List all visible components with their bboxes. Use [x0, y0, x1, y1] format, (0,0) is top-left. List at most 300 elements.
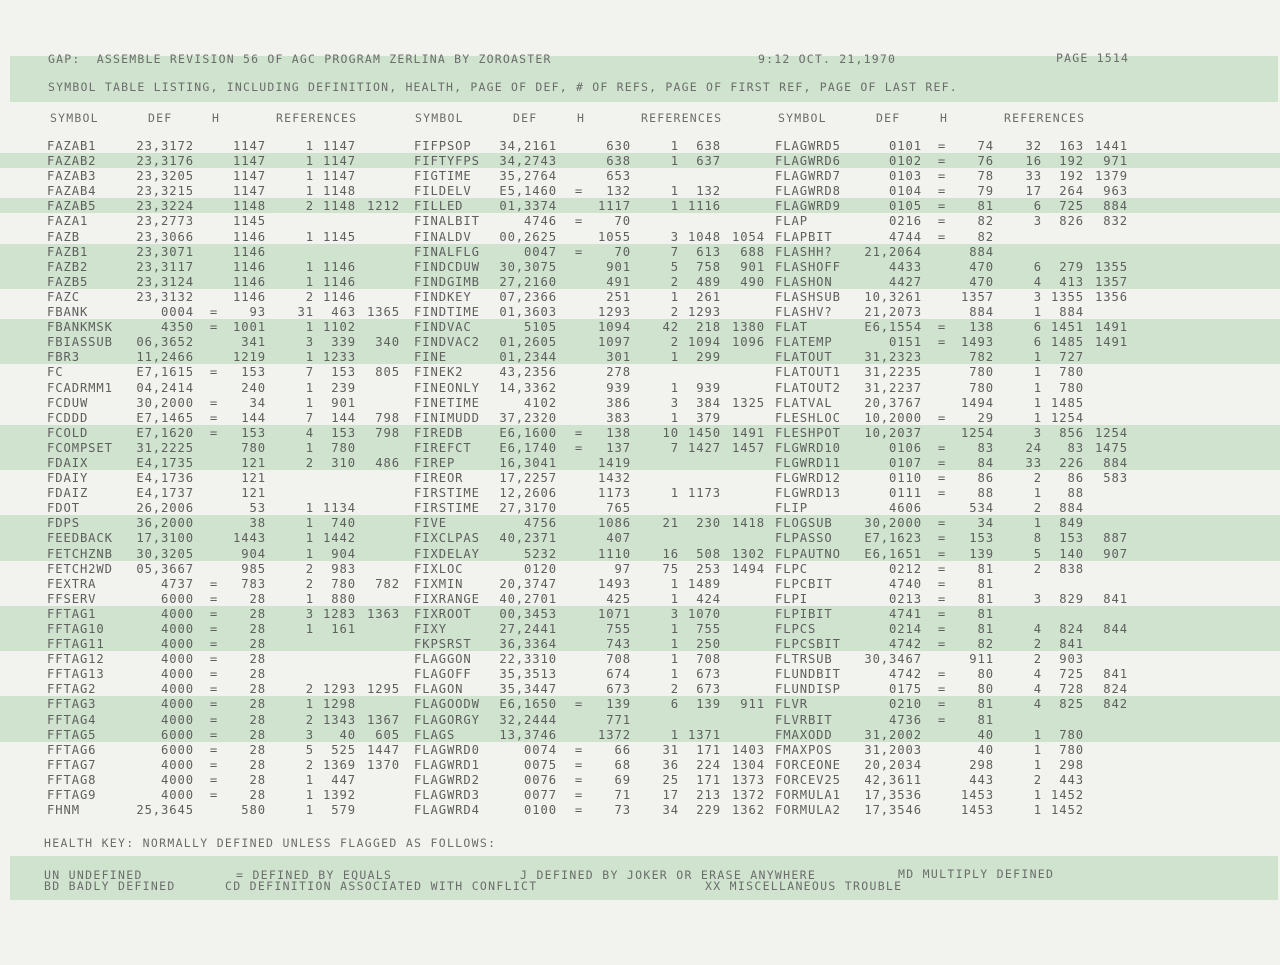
page-of-definition: 138 [969, 320, 994, 335]
symbol-definition: 0102 [889, 154, 922, 169]
symbol-definition: 17,2257 [499, 471, 557, 486]
first-reference-page: 825 [1059, 697, 1084, 712]
page-of-definition: 743 [606, 637, 631, 652]
symbol-name: FINALDV [414, 229, 472, 244]
symbol-name: FFTAG12 [47, 652, 105, 667]
first-reference-page: 1233 [323, 350, 356, 365]
reference-count: 5 [1033, 546, 1042, 561]
first-reference-page: 727 [1059, 350, 1084, 365]
symbol-name: FMAXPOS [775, 742, 833, 757]
page-of-definition: 1094 [598, 320, 631, 335]
table-row [0, 380, 1280, 395]
last-reference-page: 901 [740, 259, 765, 274]
symbol-name: FINETIME [414, 395, 480, 410]
page-of-definition: 1148 [233, 199, 266, 214]
last-reference-page: 1304 [732, 757, 765, 772]
page-of-definition: 1146 [233, 229, 266, 244]
table-row [0, 319, 1280, 334]
symbol-name: FLAGON [414, 682, 464, 697]
symbol-definition: 31,2235 [864, 365, 922, 380]
symbol-name: FCOLD [47, 425, 89, 440]
symbol-definition: 4000 [161, 697, 194, 712]
symbol-name: FLASHSUB [775, 289, 841, 304]
symbol-name: FIRSTIME [414, 501, 480, 516]
first-reference-page: 708 [696, 652, 721, 667]
symbol-definition: 4000 [161, 772, 194, 787]
symbol-name: FLOGSUB [775, 516, 833, 531]
symbol-definition: 4742 [889, 637, 922, 652]
symbol-definition: 22,3310 [499, 652, 557, 667]
symbol-health: = [937, 486, 947, 501]
symbol-definition: 0212 [889, 561, 922, 576]
reference-count: 1 [1033, 788, 1042, 803]
table-row [0, 742, 1280, 757]
table-row [0, 244, 1280, 259]
symbol-definition: 5232 [524, 546, 557, 561]
symbol-definition: 43,2356 [499, 365, 557, 380]
symbol-name: FIFTYFPS [414, 154, 480, 169]
table-row [0, 138, 1280, 153]
symbol-definition: 30,3075 [499, 259, 557, 274]
reference-count: 2 [305, 682, 314, 697]
symbol-name: FORMULA1 [775, 788, 841, 803]
symbol-name: FIXRANGE [414, 591, 480, 606]
symbol-name: FFTAG8 [47, 772, 97, 787]
reference-count: 75 [662, 561, 679, 576]
page-of-definition: 132 [606, 184, 631, 199]
page-of-definition: 81 [977, 561, 994, 576]
page-of-definition: 28 [249, 591, 266, 606]
symbol-definition: 4606 [889, 501, 922, 516]
symbol-definition: 4740 [889, 576, 922, 591]
last-reference-page: 1054 [732, 229, 765, 244]
symbol-health: = [937, 139, 947, 153]
reference-count: 1 [305, 803, 314, 818]
symbol-definition: 0110 [889, 471, 922, 486]
symbol-table [0, 138, 1280, 817]
reference-count: 4 [1033, 697, 1042, 712]
symbol-name: FINDVAC [414, 320, 472, 335]
reference-count: 25 [662, 772, 679, 787]
page-of-definition: 1147 [233, 184, 266, 199]
first-reference-page: 1173 [688, 486, 721, 501]
page-of-definition: 28 [249, 682, 266, 697]
symbol-name: FLPI [775, 591, 808, 606]
reference-count: 1 [305, 259, 314, 274]
health-key-bd: BD BADLY DEFINED [44, 879, 176, 893]
reference-count: 1 [305, 350, 314, 365]
symbol-name: FLATEMP [775, 335, 833, 350]
symbol-name: FLATOUT2 [775, 380, 841, 395]
last-reference-page: 1457 [732, 440, 765, 455]
page-of-definition: 28 [249, 727, 266, 742]
health-key-eq: = DEFINED BY EQUALS [236, 868, 393, 882]
symbol-name: FLVR [775, 697, 808, 712]
page-of-definition: 73 [614, 803, 631, 818]
first-reference-page: 1293 [323, 682, 356, 697]
symbol-name: FIXCLPAS [414, 531, 480, 546]
first-reference-page: 1485 [1051, 395, 1084, 410]
page-of-definition: 251 [606, 289, 631, 304]
symbol-definition: E7,1465 [136, 410, 194, 425]
symbol-definition: 20,3767 [864, 395, 922, 410]
col-header-references: REFERENCES [641, 111, 723, 125]
symbol-health: = [937, 184, 947, 199]
symbol-name: FINEK2 [414, 365, 464, 380]
first-reference-page: 1283 [323, 606, 356, 621]
symbol-definition: 27,2441 [499, 622, 557, 636]
symbol-definition: 26,2006 [136, 501, 194, 516]
symbol-health: = [209, 742, 219, 757]
symbol-definition: 5105 [524, 320, 557, 335]
symbol-definition: 4000 [161, 682, 194, 697]
first-reference-page: 903 [1059, 652, 1084, 667]
symbol-name: FLPAUTNO [775, 546, 841, 561]
page-of-definition: 82 [977, 229, 994, 244]
table-row [0, 153, 1280, 168]
symbol-name: FIREFCT [414, 440, 472, 455]
symbol-health: = [209, 365, 219, 380]
symbol-definition: 4000 [161, 652, 194, 667]
table-row [0, 364, 1280, 379]
page-of-definition: 1147 [233, 139, 266, 153]
symbol-definition: 0105 [889, 199, 922, 214]
symbol-definition: E4,1735 [136, 455, 194, 470]
symbol-definition: E7,1620 [136, 425, 194, 440]
last-reference-page: 1403 [732, 742, 765, 757]
last-reference-page: 1295 [367, 682, 400, 697]
symbol-health: = [574, 772, 584, 787]
symbol-definition: 10,2037 [864, 425, 922, 440]
page-of-definition: 1173 [598, 486, 631, 501]
first-reference-page: 218 [696, 320, 721, 335]
reference-count: 7 [305, 365, 314, 380]
symbol-definition: 0104 [889, 184, 922, 199]
symbol-name: FLPASSO [775, 531, 833, 546]
page-of-definition: 144 [241, 410, 266, 425]
symbol-name: FILDELV [414, 184, 472, 199]
symbol-name: FLAGWRD0 [414, 742, 480, 757]
symbol-name: FINDTIME [414, 305, 480, 320]
reference-count: 2 [1033, 637, 1042, 652]
first-reference-page: 264 [1059, 184, 1084, 199]
symbol-definition: 21,2073 [864, 305, 922, 320]
reference-count: 1 [305, 531, 314, 546]
symbol-name: FIXY [414, 622, 447, 636]
symbol-name: FFTAG10 [47, 622, 105, 636]
symbol-name: FFTAG5 [47, 727, 97, 742]
first-reference-page: 1070 [688, 606, 721, 621]
first-reference-page: 1485 [1051, 335, 1084, 350]
symbol-definition: 17,3546 [864, 803, 922, 818]
col-header-symbol: SYMBOL [778, 111, 827, 125]
symbol-definition: 14,3362 [499, 380, 557, 395]
symbol-name: FFSERV [47, 591, 97, 606]
reference-count: 6 [1033, 320, 1042, 335]
page-of-definition: 28 [249, 742, 266, 757]
symbol-definition: 0175 [889, 682, 922, 697]
page-of-definition: 153 [969, 531, 994, 546]
first-reference-page: 261 [696, 289, 721, 304]
first-reference-page: 829 [1059, 591, 1084, 606]
reference-count: 16 [662, 546, 679, 561]
page-of-definition: 386 [606, 395, 631, 410]
page-of-definition: 1146 [233, 289, 266, 304]
reference-count: 7 [305, 410, 314, 425]
symbol-definition: 23,3124 [136, 274, 194, 289]
symbol-name: FAZA1 [47, 214, 89, 229]
symbol-health: = [209, 682, 219, 697]
symbol-name: FETCHZNB [47, 546, 113, 561]
reference-count: 2 [1033, 501, 1042, 516]
symbol-name: FEEDBACK [47, 531, 113, 546]
table-row [0, 229, 1280, 244]
symbol-definition: 16,3041 [499, 455, 557, 470]
first-reference-page: 424 [696, 591, 721, 606]
page-of-definition: 1219 [233, 350, 266, 365]
symbol-definition: E7,1623 [864, 531, 922, 546]
symbol-definition: 10,3261 [864, 289, 922, 304]
symbol-health: = [937, 516, 947, 531]
reference-count: 2 [670, 305, 679, 320]
symbol-health: = [209, 637, 219, 652]
last-reference-page: 963 [1103, 184, 1128, 199]
first-reference-page: 525 [331, 742, 356, 757]
reference-count: 1 [305, 516, 314, 531]
col-header-references: REFERENCES [276, 111, 358, 125]
symbol-definition: 25,3645 [136, 803, 194, 818]
page-of-definition: 1357 [961, 289, 994, 304]
symbol-definition: 37,2320 [499, 410, 557, 425]
first-reference-page: 153 [331, 425, 356, 440]
first-reference-page: 1094 [688, 335, 721, 350]
reference-count: 17 [662, 788, 679, 803]
reference-count: 6 [1033, 259, 1042, 274]
first-reference-page: 1452 [1051, 803, 1084, 818]
symbol-name: FINDGIMB [414, 274, 480, 289]
symbol-definition: 05,3667 [136, 561, 194, 576]
first-reference-page: 1048 [688, 229, 721, 244]
reference-count: 4 [1033, 274, 1042, 289]
page-of-definition: 765 [606, 501, 631, 516]
symbol-definition: 01,2605 [499, 335, 557, 350]
symbol-name: FAZAB2 [47, 154, 97, 169]
symbol-health: = [574, 697, 584, 712]
symbol-name: FFTAG9 [47, 788, 97, 803]
symbol-name: FLPIBIT [775, 606, 833, 621]
col-header-symbol: SYMBOL [50, 111, 99, 125]
first-reference-page: 579 [331, 803, 356, 818]
first-reference-page: 1293 [688, 305, 721, 320]
col-header-h: H [212, 111, 221, 125]
first-reference-page: 780 [331, 576, 356, 591]
col-header-references: REFERENCES [1004, 111, 1086, 125]
page-of-definition: 1071 [598, 606, 631, 621]
reference-count: 1 [1033, 727, 1042, 742]
symbol-name: FBR3 [47, 350, 80, 365]
reference-count: 1 [1033, 380, 1042, 395]
symbol-name: FCOMPSET [47, 440, 113, 455]
symbol-name: FORCEV25 [775, 772, 841, 787]
first-reference-page: 253 [696, 561, 721, 576]
symbol-definition: 4744 [889, 229, 922, 244]
page-of-definition: 425 [606, 591, 631, 606]
table-row [0, 425, 1280, 440]
symbol-definition: 4000 [161, 637, 194, 652]
reference-count: 1 [1033, 757, 1042, 772]
reference-count: 1 [670, 637, 679, 652]
last-reference-page: 782 [375, 576, 400, 591]
page-of-definition: 491 [606, 274, 631, 289]
symbol-definition: 06,3652 [136, 335, 194, 350]
table-row [0, 198, 1280, 213]
last-reference-page: 971 [1103, 154, 1128, 169]
symbol-definition: 23,3172 [136, 139, 194, 153]
last-reference-page: 1491 [1095, 320, 1128, 335]
reference-count: 36 [662, 757, 679, 772]
health-key-un: UN UNDEFINED [44, 868, 143, 882]
symbol-health: = [209, 425, 219, 440]
symbol-name: FLESHPOT [775, 425, 841, 440]
symbol-definition: 23,3215 [136, 184, 194, 199]
table-row [0, 591, 1280, 606]
reference-count: 1 [305, 139, 314, 153]
assembly-title: GAP: ASSEMBLE REVISION 56 OF AGC PROGRAM ZERLINA BY ZOROASTER [48, 52, 552, 66]
table-row [0, 727, 1280, 742]
col-header-symbol: SYMBOL [415, 111, 464, 125]
symbol-definition: 4736 [889, 712, 922, 727]
symbol-name: FIRSTIME [414, 486, 480, 501]
symbol-definition: 17,3100 [136, 531, 194, 546]
first-reference-page: 1145 [323, 229, 356, 244]
page-of-definition: 1001 [233, 320, 266, 335]
first-reference-page: 849 [1059, 516, 1084, 531]
symbol-name: FIXDELAY [414, 546, 480, 561]
first-reference-page: 1392 [323, 788, 356, 803]
last-reference-page: 911 [740, 697, 765, 712]
symbol-health: = [574, 757, 584, 772]
reference-count: 1 [670, 652, 679, 667]
symbol-name: FBANKMSK [47, 320, 113, 335]
first-reference-page: 740 [331, 516, 356, 531]
first-reference-page: 780 [1059, 742, 1084, 757]
table-row [0, 500, 1280, 515]
reference-count: 6 [670, 697, 679, 712]
page-of-definition: 1372 [598, 727, 631, 742]
symbol-name: FAZB2 [47, 259, 89, 274]
first-reference-page: 213 [696, 788, 721, 803]
symbol-health: = [937, 667, 947, 682]
symbol-definition: E4,1736 [136, 471, 194, 486]
symbol-definition: 27,3170 [499, 501, 557, 516]
page-of-definition: 443 [969, 772, 994, 787]
page-of-definition: 28 [249, 788, 266, 803]
first-reference-page: 139 [696, 697, 721, 712]
symbol-name: FIXMIN [414, 576, 464, 591]
reference-count: 4 [1033, 682, 1042, 697]
page-of-definition: 771 [606, 712, 631, 727]
page-of-definition: 1453 [961, 803, 994, 818]
first-reference-page: 1355 [1051, 289, 1084, 304]
symbol-definition: 4000 [161, 622, 194, 636]
first-reference-page: 413 [1059, 274, 1084, 289]
first-reference-page: 856 [1059, 425, 1084, 440]
first-reference-page: 144 [331, 410, 356, 425]
symbol-definition: 23,3071 [136, 244, 194, 259]
col-header-h: H [940, 111, 949, 125]
reference-count: 3 [670, 395, 679, 410]
symbol-definition: 30,3205 [136, 546, 194, 561]
symbol-name: FMAXODD [775, 727, 833, 742]
first-reference-page: 841 [1059, 637, 1084, 652]
symbol-definition: 20,3747 [499, 576, 557, 591]
symbol-name: FLTRSUB [775, 652, 833, 667]
last-reference-page: 1096 [732, 335, 765, 350]
last-reference-page: 1379 [1095, 169, 1128, 184]
reference-count: 1 [305, 622, 314, 636]
page-of-definition: 97 [614, 561, 631, 576]
reference-count: 1 [305, 320, 314, 335]
symbol-name: FFTAG13 [47, 667, 105, 682]
symbol-name: FLAGGON [414, 652, 472, 667]
last-reference-page: 688 [740, 244, 765, 259]
symbol-name: FIREP [414, 455, 456, 470]
symbol-health: = [209, 576, 219, 591]
symbol-name: FAZB5 [47, 274, 89, 289]
first-reference-page: 838 [1059, 561, 1084, 576]
symbol-name: FDOT [47, 501, 80, 516]
symbol-definition: 07,2366 [499, 289, 557, 304]
symbol-definition: 35,3447 [499, 682, 557, 697]
first-reference-page: 728 [1059, 682, 1084, 697]
first-reference-page: 508 [696, 546, 721, 561]
symbol-definition: 00,3453 [499, 606, 557, 621]
first-reference-page: 447 [331, 772, 356, 787]
page-of-definition: 82 [977, 637, 994, 652]
symbol-definition: 6000 [161, 742, 194, 757]
symbol-name: FLAGWRD1 [414, 757, 480, 772]
reference-count: 6 [1033, 335, 1042, 350]
symbol-name: FCDDD [47, 410, 89, 425]
page-of-definition: 780 [969, 365, 994, 380]
reference-count: 4 [1033, 667, 1042, 682]
table-row [0, 274, 1280, 289]
table-row [0, 546, 1280, 561]
reference-count: 2 [670, 682, 679, 697]
page-of-definition: 1086 [598, 516, 631, 531]
symbol-definition: 35,3513 [499, 667, 557, 682]
reference-count: 16 [1025, 154, 1042, 169]
symbol-definition: E7,1615 [136, 365, 194, 380]
table-row [0, 651, 1280, 666]
last-reference-page: 1373 [732, 772, 765, 787]
last-reference-page: 844 [1103, 622, 1128, 636]
first-reference-page: 40 [339, 727, 356, 742]
page-of-definition: 86 [977, 471, 994, 486]
symbol-name: FLAGWRD5 [775, 139, 841, 153]
page-of-definition: 1432 [598, 471, 631, 486]
reference-count: 1 [305, 154, 314, 169]
symbol-name: FFTAG2 [47, 682, 97, 697]
page-of-definition: 673 [606, 682, 631, 697]
symbol-definition: 0074 [524, 742, 557, 757]
page-number: PAGE 1514 [1056, 51, 1130, 65]
reference-count: 7 [670, 244, 679, 259]
last-reference-page: 887 [1103, 531, 1128, 546]
symbol-health: = [937, 591, 947, 606]
page-of-definition: 28 [249, 772, 266, 787]
symbol-name: FLAGWRD2 [414, 772, 480, 787]
